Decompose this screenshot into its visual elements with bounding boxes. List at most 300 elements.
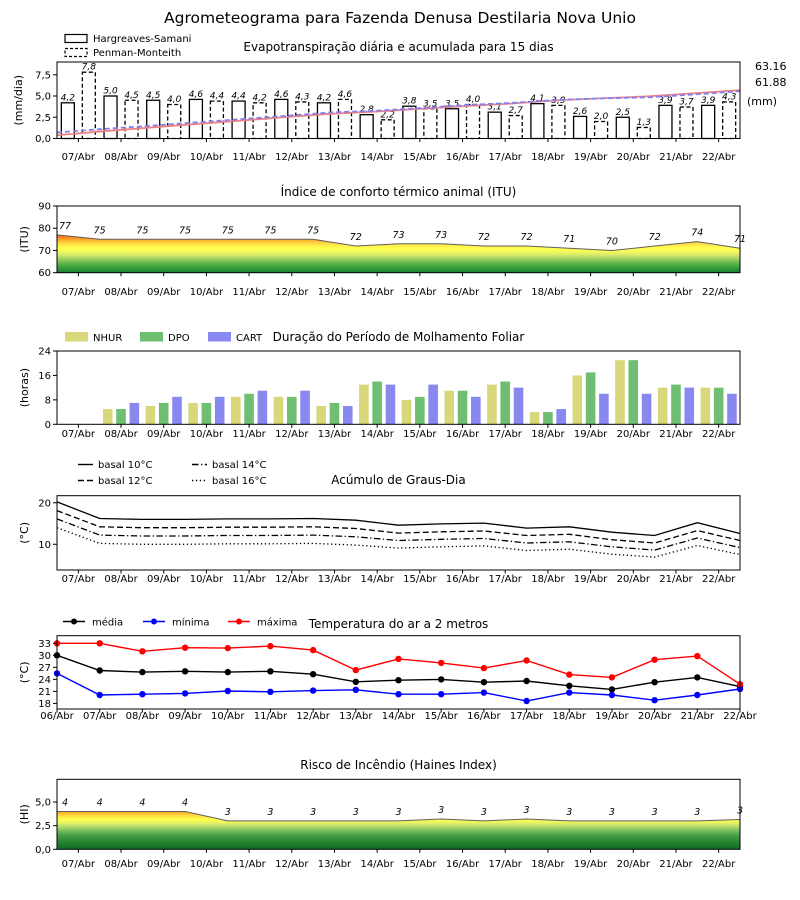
x-tick-label: 22/Abr [701, 574, 736, 585]
data-point [694, 674, 700, 680]
bar [104, 96, 117, 139]
data-point [225, 669, 231, 675]
x-tick-label: 20/Abr [616, 574, 650, 585]
data-point [566, 671, 572, 677]
y-tick-label: 0,0 [35, 134, 51, 145]
x-tick-label: 12/Abr [275, 152, 309, 163]
data-point [225, 645, 231, 651]
cumulative-end-label: 61.88 [755, 76, 787, 89]
x-tick-label: 21/Abr [659, 574, 693, 585]
x-tick-label: 16/Abr [467, 711, 501, 722]
page-title: Agrometeograma para Fazenda Denusa Destilaria Nova Unio [164, 9, 636, 27]
bar [552, 105, 565, 138]
x-tick-label: 22/Abr [701, 287, 736, 298]
data-point [139, 691, 145, 697]
point-label: 3 [736, 805, 744, 817]
bar [258, 391, 268, 425]
x-tick-label: 17/Abr [509, 711, 544, 722]
x-tick-label: 16/Abr [445, 429, 480, 440]
bar-value-label: 4,2 [316, 93, 332, 104]
x-tick-label: 11/Abr [232, 859, 266, 870]
x-tick-label: 20/Abr [637, 711, 672, 722]
chart-title: Risco de Incêndio (Haines Index) [300, 758, 497, 772]
bar [172, 397, 182, 424]
data-point [694, 692, 700, 698]
x-tick-label: 21/Abr [659, 287, 693, 298]
bar [189, 99, 202, 138]
data-point [651, 657, 657, 663]
y-tick-label: 18 [38, 698, 51, 710]
bar-value-label: 2,5 [615, 107, 630, 118]
x-tick-label: 10/Abr [189, 287, 224, 298]
x-tick-label: 11/Abr [232, 287, 266, 298]
bar [372, 382, 382, 425]
x-tick-label: 08/Abr [104, 859, 138, 870]
x-tick-label: 13/Abr [317, 152, 352, 163]
x-tick-label: 08/Abr [104, 429, 138, 440]
point-label: 3 [566, 806, 573, 818]
bar [402, 400, 412, 424]
x-tick-label: 14/Abr [360, 429, 394, 440]
x-tick-label: 09/Abr [147, 287, 181, 298]
data-point [353, 687, 359, 693]
x-tick-label: 15/Abr [403, 859, 437, 870]
y-tick-label: 21 [38, 686, 51, 698]
x-tick-label: 16/Abr [445, 152, 480, 163]
legend-label: NHUR [93, 333, 123, 344]
point-label: 4 [61, 797, 69, 809]
x-tick-label: 11/Abr [232, 429, 266, 440]
data-point [438, 676, 444, 682]
bar-value-label: 3,1 [487, 102, 502, 113]
x-tick-label: 19/Abr [573, 152, 608, 163]
point-label: 3 [523, 805, 530, 817]
data-point [267, 643, 273, 649]
y-axis-label: (horas) [18, 368, 31, 408]
y-tick-label: 7,5 [35, 70, 51, 82]
y-tick-label: 8 [44, 395, 51, 407]
bar [701, 388, 711, 425]
x-tick-label: 19/Abr [573, 429, 608, 440]
bar-value-label: 4,5 [146, 90, 161, 101]
legend-label: mínima [172, 617, 210, 629]
bar [330, 403, 340, 424]
x-tick-label: 16/Abr [445, 574, 480, 585]
point-label: 72 [477, 232, 490, 244]
point-label: 73 [392, 229, 405, 241]
data-point [438, 660, 444, 666]
point-label: 3 [267, 806, 274, 818]
bar [296, 102, 309, 139]
bar [275, 99, 288, 138]
bar-value-label: 2,8 [359, 105, 374, 116]
bar [659, 105, 672, 138]
y-axis-label: (HI) [18, 804, 31, 825]
chart-title: Índice de conforto térmico animal (ITU) [280, 185, 517, 199]
bar-value-label: 4,3 [721, 92, 737, 103]
data-point [566, 683, 572, 689]
bar [338, 99, 351, 138]
data-point [310, 687, 316, 693]
bar [343, 406, 353, 424]
data-point [139, 669, 145, 675]
data-point [481, 679, 487, 685]
legend-swatch [65, 332, 88, 342]
bar-value-label: 3,9 [700, 95, 716, 106]
data-point [395, 677, 401, 683]
x-tick-label: 15/Abr [424, 711, 458, 722]
x-tick-label: 18/Abr [531, 429, 565, 440]
bar [531, 104, 544, 139]
x-tick-label: 20/Abr [616, 429, 650, 440]
x-tick-label: 18/Abr [531, 287, 565, 298]
point-label: 4 [139, 797, 146, 809]
data-point [97, 692, 103, 698]
point-label: 75 [264, 225, 277, 237]
x-tick-label: 18/Abr [531, 574, 565, 585]
y-tick-label: 2,5 [35, 112, 51, 124]
y-tick-label: 20 [38, 498, 51, 510]
x-tick-label: 15/Abr [403, 152, 437, 163]
x-tick-label: 10/Abr [189, 429, 224, 440]
bar-value-label: 4,6 [274, 89, 289, 100]
x-tick-label: 09/Abr [147, 429, 181, 440]
point-label: 3 [651, 806, 658, 818]
legend-label: máxima [257, 617, 298, 629]
y-axis-label: (°C) [18, 661, 31, 684]
legend-label: basal 10°C [98, 460, 153, 471]
x-tick-label: 21/Abr [680, 711, 715, 722]
point-label: 74 [691, 227, 704, 239]
bar [615, 360, 625, 424]
point-label: 77 [58, 220, 72, 232]
cumulative-end-label: (mm) [747, 95, 778, 108]
bar [231, 397, 241, 424]
data-point [182, 645, 188, 651]
x-tick-label: 12/Abr [275, 574, 309, 585]
legend-swatch [65, 35, 87, 43]
bar [215, 397, 225, 424]
chart-title: Temperatura do ar a 2 metros [308, 617, 489, 631]
data-point [609, 674, 615, 680]
bar [403, 106, 416, 138]
chart-title: Duração do Período de Molhamento Foliar [272, 330, 525, 344]
x-tick-label: 19/Abr [573, 574, 608, 585]
y-tick-label: 90 [38, 201, 51, 213]
point-label: 3 [608, 806, 615, 818]
data-point [182, 690, 188, 696]
data-point [609, 692, 615, 698]
bar [642, 394, 652, 425]
point-label: 3 [480, 806, 487, 818]
legend-marker [236, 619, 242, 625]
bar [530, 412, 540, 424]
x-tick-label: 20/Abr [616, 859, 650, 870]
legend-marker [151, 619, 157, 625]
bar [147, 100, 160, 138]
bar [488, 112, 501, 138]
point-label: 3 [694, 806, 701, 818]
point-label: 75 [136, 225, 149, 237]
x-tick-label: 17/Abr [488, 287, 522, 298]
bar [616, 117, 629, 138]
x-tick-label: 16/Abr [445, 859, 480, 870]
bar [359, 385, 369, 425]
legend-label: basal 14°C [212, 460, 267, 471]
x-tick-label: 10/Abr [189, 574, 224, 585]
x-tick-label: 07/Abr [61, 859, 96, 870]
y-axis-label: (ITU) [18, 226, 31, 253]
bar-value-label: 4,4 [209, 91, 225, 102]
x-tick-label: 13/Abr [317, 287, 352, 298]
y-tick-label: 60 [38, 268, 51, 280]
bar-value-label: 4,1 [530, 94, 545, 105]
data-point [395, 656, 401, 662]
x-tick-label: 09/Abr [168, 711, 202, 722]
x-tick-label: 10/Abr [189, 152, 224, 163]
bar [244, 394, 254, 425]
y-tick-label: 24 [38, 346, 51, 358]
x-tick-label: 20/Abr [616, 152, 650, 163]
bar-value-label: 3,9 [551, 95, 566, 106]
x-tick-label: 22/Abr [701, 429, 736, 440]
x-tick-label: 08/Abr [104, 152, 138, 163]
bar-value-label: 3,7 [679, 97, 694, 108]
data-point [523, 678, 529, 684]
bar-value-label: 3,9 [658, 95, 673, 106]
y-tick-label: 10 [38, 539, 51, 551]
y-axis-label: (mm/dia) [12, 75, 25, 126]
bar-value-label: 4,2 [252, 93, 267, 104]
y-tick-label: 70 [38, 245, 51, 257]
y-tick-label: 24 [38, 674, 51, 686]
x-tick-label: 12/Abr [275, 287, 309, 298]
bar [103, 409, 113, 424]
bar [317, 103, 330, 139]
bar [509, 116, 522, 139]
y-tick-label: 33 [38, 638, 51, 650]
point-label: 72 [349, 232, 362, 244]
x-tick-label: 18/Abr [531, 152, 565, 163]
point-label: 71 [733, 234, 747, 246]
data-point [395, 691, 401, 697]
y-tick-label: 0,0 [35, 844, 51, 856]
bar-value-label: 4,6 [188, 89, 204, 100]
bar [702, 105, 715, 138]
legend-label: CART [236, 333, 263, 344]
bar [188, 403, 198, 424]
x-tick-label: 09/Abr [147, 152, 181, 163]
x-tick-label: 16/Abr [445, 287, 480, 298]
data-point [438, 691, 444, 697]
y-tick-label: 2,5 [35, 821, 51, 833]
bar [159, 403, 169, 424]
x-tick-label: 20/Abr [616, 287, 650, 298]
legend-marker [71, 619, 77, 625]
bar [446, 109, 459, 139]
x-tick-label: 22/Abr [701, 152, 736, 163]
bar [125, 100, 138, 138]
data-point [267, 689, 273, 695]
legend-swatch [65, 49, 87, 57]
x-tick-label: 13/Abr [317, 429, 352, 440]
x-tick-label: 17/Abr [488, 152, 522, 163]
x-tick-label: 15/Abr [403, 574, 437, 585]
bar-value-label: 4,5 [124, 90, 139, 101]
bar-value-label: 2,6 [572, 106, 588, 117]
x-tick-label: 06/Abr [40, 711, 74, 722]
x-tick-label: 14/Abr [360, 859, 394, 870]
bar [415, 397, 425, 424]
x-tick-label: 15/Abr [403, 429, 437, 440]
bar [316, 406, 326, 424]
bar [146, 406, 156, 424]
x-tick-label: 07/Abr [61, 429, 96, 440]
legend-swatch [140, 332, 163, 342]
point-label: 3 [438, 805, 445, 817]
x-tick-label: 07/Abr [61, 287, 96, 298]
x-tick-label: 21/Abr [659, 152, 693, 163]
legend-label: Penman-Monteith [93, 48, 182, 59]
bar [658, 388, 668, 425]
y-tick-label: 0 [44, 419, 51, 431]
x-tick-label: 07/Abr [82, 711, 117, 722]
bar-value-label: 3,8 [402, 96, 417, 107]
x-tick-label: 12/Abr [275, 859, 309, 870]
bar-value-label: 3,5 [444, 99, 460, 110]
bar [82, 72, 95, 138]
data-point [651, 679, 657, 685]
bar [424, 109, 437, 139]
x-tick-label: 21/Abr [659, 429, 693, 440]
x-tick-label: 14/Abr [360, 152, 394, 163]
x-tick-label: 12/Abr [275, 429, 309, 440]
x-tick-label: 09/Abr [147, 859, 181, 870]
x-tick-label: 19/Abr [573, 859, 608, 870]
point-label: 71 [563, 234, 576, 246]
legend-label: média [92, 617, 124, 629]
bar [381, 120, 394, 139]
legend-swatch [208, 332, 231, 342]
bar-value-label: 2,0 [593, 112, 609, 122]
bar [168, 105, 181, 139]
x-tick-label: 17/Abr [488, 574, 522, 585]
data-point [97, 640, 103, 646]
x-tick-label: 14/Abr [360, 287, 394, 298]
y-tick-label: 27 [38, 662, 51, 674]
y-tick-label: 5,0 [35, 797, 51, 809]
data-point [481, 689, 487, 695]
bar [458, 391, 468, 425]
bar [300, 391, 310, 425]
bar-value-label: 4,3 [295, 92, 310, 103]
x-tick-label: 22/Abr [723, 711, 757, 722]
x-tick-label: 09/Abr [147, 574, 181, 585]
data-point [523, 698, 529, 704]
x-tick-label: 19/Abr [573, 287, 608, 298]
x-tick-label: 08/Abr [104, 287, 138, 298]
bar [586, 372, 596, 424]
x-tick-label: 08/Abr [104, 574, 138, 585]
bar [714, 388, 724, 425]
y-tick-label: 16 [38, 370, 51, 382]
bar [487, 385, 497, 425]
bar [628, 360, 638, 424]
bar [428, 385, 438, 425]
x-tick-label: 11/Abr [253, 711, 288, 722]
data-point [609, 686, 615, 692]
point-label: 3 [224, 806, 231, 818]
bar [130, 403, 140, 424]
data-point [353, 679, 359, 685]
chart-title: Evapotranspiração diária e acumulada para 15 dias [243, 40, 554, 54]
data-point [97, 667, 103, 673]
bar [500, 382, 510, 425]
bar-value-label: 1,3 [636, 117, 651, 128]
x-tick-label: 21/Abr [659, 859, 693, 870]
bar [572, 375, 582, 424]
bar-value-label: 2,7 [508, 106, 523, 117]
bar [680, 107, 693, 138]
x-tick-label: 10/Abr [211, 711, 245, 722]
bar [287, 397, 297, 424]
bar-value-label: 2,2 [380, 110, 395, 121]
series-line [57, 528, 740, 557]
data-point [481, 665, 487, 671]
bar [574, 116, 587, 138]
data-point [310, 671, 316, 677]
bar [444, 391, 454, 425]
point-label: 75 [179, 225, 192, 237]
x-tick-label: 13/Abr [339, 711, 373, 722]
legend-label: basal 12°C [98, 476, 153, 487]
x-tick-label: 22/Abr [701, 859, 736, 870]
data-point [694, 653, 700, 659]
bar [595, 122, 608, 139]
bar [671, 385, 681, 425]
x-tick-label: 07/Abr [61, 574, 96, 585]
x-tick-label: 15/Abr [403, 287, 437, 298]
legend-label: basal 16°C [212, 476, 267, 487]
bar [723, 102, 736, 139]
point-label: 3 [395, 806, 402, 818]
point-label: 75 [221, 225, 234, 237]
data-point [139, 648, 145, 654]
bar [471, 397, 481, 424]
bar [684, 388, 694, 425]
point-label: 75 [307, 225, 320, 237]
x-tick-label: 19/Abr [595, 711, 629, 722]
y-axis-label: (°C) [18, 521, 31, 544]
bar [467, 105, 480, 139]
point-label: 70 [605, 236, 618, 248]
bar [543, 412, 553, 424]
data-point [523, 657, 529, 663]
data-point [225, 688, 231, 694]
cumulative-end-label: 63.16 [755, 60, 787, 73]
data-point [310, 647, 316, 653]
bar-value-label: 4,6 [337, 89, 353, 100]
point-label: 75 [93, 225, 106, 237]
x-tick-label: 13/Abr [317, 859, 352, 870]
bar [514, 388, 524, 425]
data-point [267, 668, 273, 674]
legend-label: DPO [168, 333, 190, 344]
point-label: 3 [310, 806, 317, 818]
y-tick-label: 80 [38, 223, 51, 235]
series-line [57, 502, 740, 536]
x-tick-label: 10/Abr [189, 859, 224, 870]
